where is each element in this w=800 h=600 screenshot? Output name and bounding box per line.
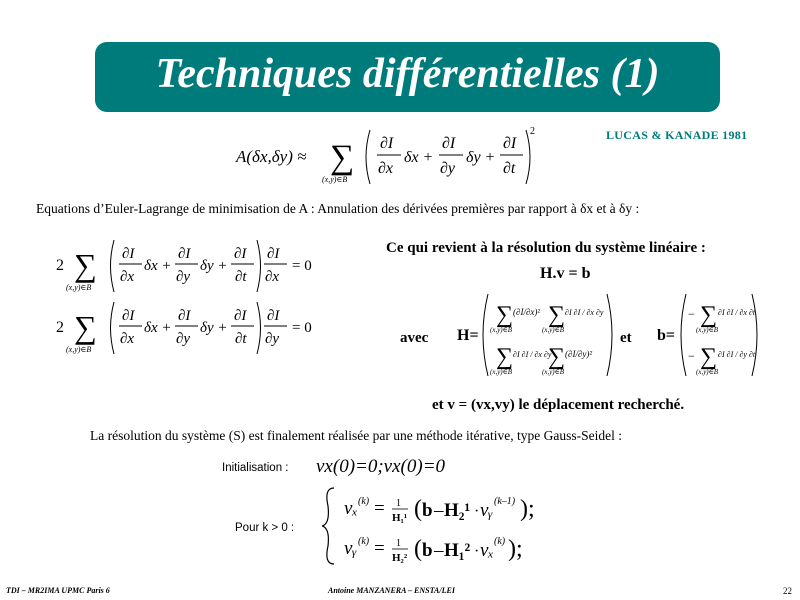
svg-text:(k): (k)	[358, 496, 370, 507]
svg-text:∂y: ∂y	[176, 331, 191, 347]
svg-text:);: );	[508, 536, 523, 562]
equation-lagrange-x	[52, 236, 342, 296]
svg-text:vₓ: vₓ	[344, 498, 358, 519]
eq-lhs: A(δx,δy) ≈	[236, 147, 307, 166]
svg-text:∑: ∑	[74, 309, 97, 345]
svg-text:(x,y)∈B: (x,y)∈B	[66, 283, 92, 292]
svg-text:=: =	[374, 538, 385, 559]
svg-text:∂I: ∂I	[122, 246, 135, 262]
equation-cost-function	[230, 122, 540, 192]
svg-text:b: b	[422, 540, 433, 561]
svg-text:∂I: ∂I	[267, 308, 280, 324]
reference-label: LUCAS & KANADE 1981	[606, 128, 748, 142]
svg-text:(x,y)∈B: (x,y)∈B	[66, 345, 92, 354]
svg-text:∂y: ∂y	[176, 269, 191, 285]
svg-text:(∂I/∂y)²: (∂I/∂y)²	[565, 349, 593, 359]
svg-text:δx +: δx +	[144, 320, 172, 336]
init-label: Initialisation :	[222, 462, 289, 474]
footer-left: TDI – MR2IMA UPMC Paris 6	[6, 586, 110, 595]
svg-text:δy +: δy +	[466, 149, 496, 166]
svg-text:(x,y)∈B: (x,y)∈B	[696, 326, 719, 334]
page-title: Techniques différentielles (1)	[155, 51, 660, 97]
svg-text:H₂¹: H₂¹	[444, 500, 471, 521]
svg-text:(x,y)∈B: (x,y)∈B	[490, 368, 513, 376]
et-label: et	[620, 330, 632, 346]
svg-text:δx +: δx +	[144, 258, 172, 274]
svg-text:∑: ∑	[548, 302, 566, 328]
svg-text:∂x: ∂x	[265, 269, 280, 285]
svg-text:(∂I/∂x)²: (∂I/∂x)²	[513, 307, 541, 317]
svg-text:∑: ∑	[74, 247, 97, 283]
svg-text:δx +: δx +	[404, 149, 434, 166]
svg-text:∂I ∂I / ∂y ∂t: ∂I ∂I / ∂y ∂t	[718, 350, 756, 359]
svg-text:∂y: ∂y	[265, 331, 280, 347]
svg-text:1: 1	[396, 538, 401, 549]
title-banner	[95, 42, 720, 112]
svg-text:(k–1): (k–1)	[494, 496, 516, 507]
svg-text:∂x: ∂x	[378, 160, 394, 177]
svg-text:= 0: = 0	[292, 258, 312, 274]
init-equation: vx(0)=0;vx(0)=0	[316, 456, 446, 477]
svg-text:2: 2	[56, 319, 64, 336]
svg-text:–: –	[434, 500, 444, 521]
svg-text:(k): (k)	[358, 536, 370, 547]
svg-text:∂t: ∂t	[235, 331, 247, 347]
svg-text:2: 2	[56, 257, 64, 274]
svg-text:∂I: ∂I	[442, 135, 456, 152]
loop-label: Pour k > 0 :	[235, 522, 295, 534]
svg-text:∂I: ∂I	[178, 246, 191, 262]
svg-text:=: =	[374, 498, 385, 519]
svg-text:∂I ∂I / ∂x ∂t: ∂I ∂I / ∂x ∂t	[718, 308, 756, 317]
svg-text:∂I: ∂I	[178, 308, 191, 324]
svg-text:∂x: ∂x	[120, 331, 135, 347]
svg-text:H₁²: H₁²	[444, 540, 471, 561]
svg-text:∂I: ∂I	[380, 135, 394, 152]
svg-text:(x,y)∈B: (x,y)∈B	[542, 368, 565, 376]
svg-text:−: −	[688, 349, 695, 363]
v-definition: et v = (vx,vy) le déplacement recherché.	[432, 397, 685, 413]
svg-text:(x,y)∈B: (x,y)∈B	[490, 326, 513, 334]
svg-text:H₁¹: H₁¹	[392, 512, 408, 524]
svg-text:vᵧ: vᵧ	[480, 500, 493, 521]
equation-lagrange-y	[52, 298, 342, 358]
svg-text:∂I: ∂I	[122, 308, 135, 324]
svg-text:∂I: ∂I	[234, 246, 247, 262]
svg-text:(x,y)∈B: (x,y)∈B	[322, 175, 348, 184]
svg-text:(: (	[414, 536, 422, 562]
footer-center: Antoine MANZANERA – ENSTA/LEI	[328, 586, 455, 595]
svg-text:∑: ∑	[330, 139, 355, 176]
svg-text:(k): (k)	[494, 536, 506, 547]
svg-text:∑: ∑	[700, 302, 718, 328]
system-heading: Ce qui revient à la résolution du système linéaire :	[386, 240, 706, 256]
svg-text:∂I ∂I / ∂x ∂y: ∂I ∂I / ∂x ∂y	[513, 350, 552, 359]
svg-text:∂I: ∂I	[234, 308, 247, 324]
svg-text:∂t: ∂t	[235, 269, 247, 285]
gauss-seidel-equations	[322, 486, 542, 566]
svg-text:∂t: ∂t	[503, 160, 516, 177]
svg-text:∂y: ∂y	[440, 160, 456, 177]
matrix-h	[480, 292, 615, 378]
svg-text:2: 2	[530, 126, 535, 137]
svg-text:·: ·	[474, 543, 480, 560]
svg-text:∑: ∑	[496, 302, 514, 328]
svg-text:= 0: = 0	[292, 320, 312, 336]
svg-text:∑: ∑	[496, 344, 514, 370]
svg-text:(x,y)∈B: (x,y)∈B	[542, 326, 565, 334]
svg-text:·: ·	[474, 503, 480, 520]
h-label: H=	[457, 327, 479, 344]
svg-text:1: 1	[396, 498, 401, 509]
svg-text:–: –	[434, 540, 444, 561]
svg-text:vᵧ: vᵧ	[344, 538, 357, 559]
avec-label: avec	[400, 330, 429, 346]
page-number: 22	[783, 586, 792, 596]
svg-text:);: );	[520, 496, 535, 522]
svg-text:∂I: ∂I	[267, 246, 280, 262]
resolution-text: La résolution du système (S) est finalement réalisée par une méthode itérative, type Gauss-Seidel :	[90, 428, 622, 443]
svg-text:∂I ∂I / ∂x ∂y: ∂I ∂I / ∂x ∂y	[565, 308, 604, 317]
svg-text:δy +: δy +	[200, 258, 228, 274]
svg-text:∂x: ∂x	[120, 269, 135, 285]
vector-b	[678, 292, 760, 378]
svg-text:∑: ∑	[700, 344, 718, 370]
svg-text:δy +: δy +	[200, 320, 228, 336]
svg-text:H₂²: H₂²	[392, 552, 408, 564]
b-label: b=	[657, 327, 676, 344]
svg-text:b: b	[422, 500, 433, 521]
svg-text:(x,y)∈B: (x,y)∈B	[696, 368, 719, 376]
svg-text:∂I: ∂I	[503, 135, 517, 152]
svg-text:−: −	[688, 307, 695, 321]
hv-equation: H.v = b	[540, 265, 591, 282]
svg-text:(: (	[414, 496, 422, 522]
svg-text:vₓ: vₓ	[480, 540, 494, 561]
euler-lagrange-text: Equations d’Euler-Lagrange de minimisation de A : Annulation des dérivées premières par rapport à δx et à δy :	[36, 201, 640, 216]
svg-text:∑: ∑	[548, 344, 566, 370]
